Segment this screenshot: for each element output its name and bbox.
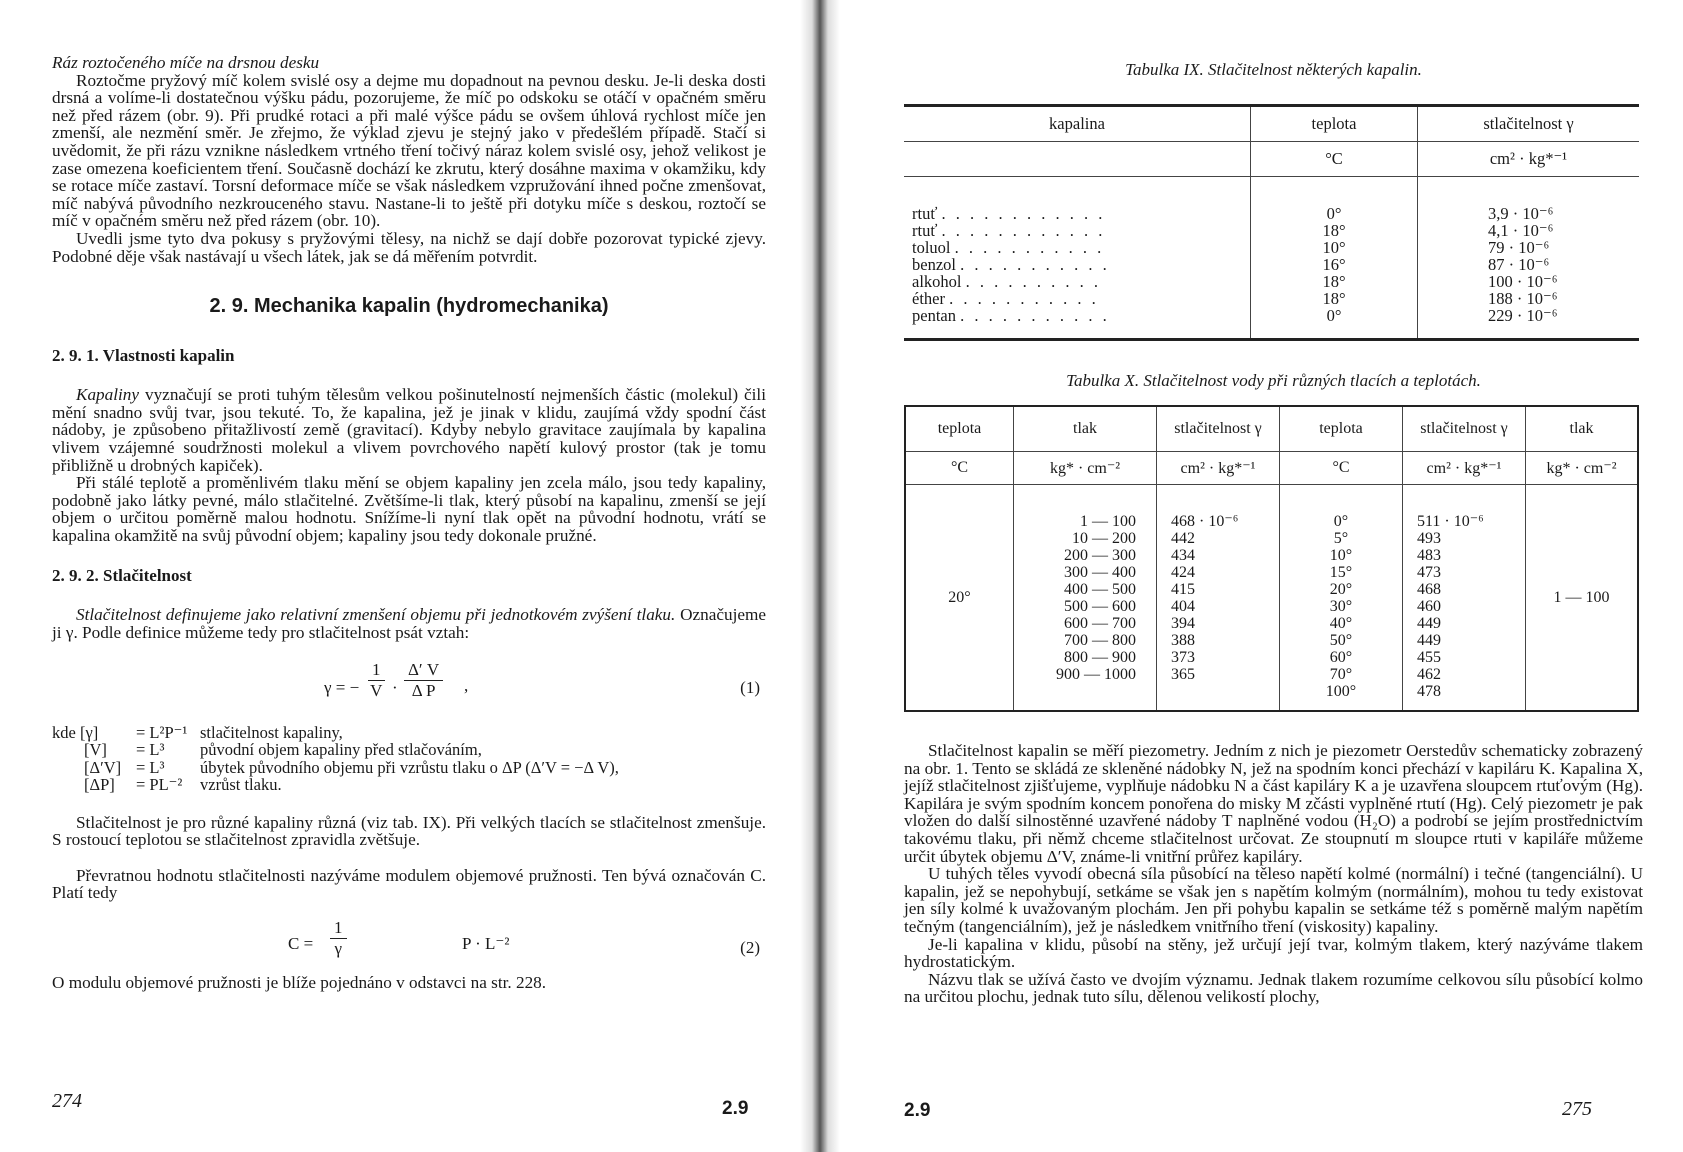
book-gutter xyxy=(800,0,840,1152)
right-page xyxy=(840,0,1683,1152)
table-row: rtuť . . . . . . . . . . . . 18° 4,1 · 10⁻⁶ xyxy=(904,222,1639,239)
subsection-title-ball-impact: Ráz roztočeného míče na drsnou desku xyxy=(52,53,320,72)
definition-row: [V] = L³ původní objem kapaliny před stlačováním, xyxy=(84,740,482,760)
table-row: benzol . . . . . . . . . . . 16° 87 · 10⁻⁶ xyxy=(904,256,1639,273)
table-ix xyxy=(904,104,1639,341)
table-body-row: 20° 1 — 100 10 — 200 200 — 300 300 — 400 400 — 500 500 — 600 600 — 700 700 — 800 800 — 900 900 — 1000 468 · 10⁻⁶ 442 434 424 415 404 394 388 373 365 0° 5° 10° 15° 20° 30° 40° 50° 60° 70° 100° 511 · 10⁻⁶ 493 483 473 468 460 449 449 455 462 478 1 — 100 xyxy=(905,485,1638,712)
table-row: pentan . . . . . . . . . . . 0° 229 · 10⁻⁶ xyxy=(904,307,1639,340)
paragraph: Stlačitelnost kapalin se měří piezometry. Jedním z nich je piezometr Oerstedův schematicky zobrazený na obr. 1. Tento se skládá ze skleněné nádobky N, jež na spodním konci přechází v kapiláru K. Kapalina X, jejíž stlačitelnost zjišťujeme, vyplňuje nádobku N a část kapiláry K a je uzavřena sloupcem rtuťovým (Hg). Kapilára je svým spodním koncem ponořena do misky M zčásti vyplněné rtutí (Hg). Celý piezometr je pak vložen do další silnostěnné uzavřené nádoby T naplněné vodou (H₂O) a podrobí se jejím prostřednictvím takovému tlaku, při němž chceme stlačitelnost určovat. Ze stoupnutí m sloupce rtuti v kapiláře můžeme určit úbytek objemu Δ′V, známe-li vnitřní průřez kapiláry. xyxy=(904,741,1643,866)
paragraph: Roztočme pryžový míč kolem svislé osy a dejme mu dopadnout na pevnou desku. Je-li deska dosti drsná a volíme-li dostatečnou výšku pádu, pozorujeme, že míč po odskoku se otáčí v opačném směru než před rázem (obr. 9). Při prudké rotaci a při malé výšce pádu se ovšem úhlová rychlost míče jen zmenší, ale nezmění směr. Je zřejmo, že výklad zjevu je stejný jako v předešlém případě. Stačí si uvědomit, že při rázu vznikne následkem vrtného tření točivý náraz kolem svislé osy, jehož velikost je zase omezena koeficientem tření. Současně dochází ke zkrutu, který dosáhne maxima v okamžiku, kdy se rotace míče zastaví. Torsní deformace míče se však následkem vzpružování ihned počne zmenšovat, míč nabývá původního nezkrouceného stavu. Nastane-li to ještě při dotyku míče s deskou, roztočí se míč v opačném směru než před rázem (obr. 10). xyxy=(52,70,766,231)
paragraph: Stlačitelnost je pro různé kapaliny různá (viz tab. IX). Při velkých tlacích se stlačitelnost zmenšuje. S rostoucí teplotou se stlačitelnost zpravidla zvětšuje. xyxy=(52,812,766,850)
definitions-list xyxy=(52,724,766,794)
paragraph: Při stálé teplotě a proměnlivém tlaku mění se objem kapaliny jen zcela málo, jsou tedy kapaliny, podobně jako látky pevné, málo stlačitelné. Zvětšíme-li tlak, který působí na kapalinu, zmenší se její objem o určitou poměrně malou hodnotu. Snížíme-li nyní tlak opět na původní hodnotu, vrátí se kapalina okamžitě na svůj původní objem; kapaliny jsou tedy dokonale pružné. xyxy=(52,473,766,545)
paragraph: O modulu objemové pružnosti je blíže pojednáno v odstavci na str. 228. xyxy=(52,973,547,993)
table-x xyxy=(904,405,1639,712)
definition-row: [Δ′V] = L³ úbytek původního objemu při vzrůstu tlaku o ΔP (Δ′V = −Δ V), xyxy=(84,757,619,777)
left-page xyxy=(0,0,800,1152)
table-units-row: °C kg* · cm⁻² cm² · kg*⁻¹ °C cm² · kg*⁻¹ kg* · cm⁻² xyxy=(905,452,1638,485)
table-row: alkohol . . . . . . . . . . 18° 100 · 10⁻⁶ xyxy=(904,273,1639,290)
paragraph: Je-li kapalina v klidu, působí na stěny, jež určují její tvar, kolmým tlakem, který nazýváme tlakem hydrostatickým. xyxy=(904,934,1643,972)
definition-row: kde [γ] = L²P⁻¹ stlačitelnost kapaliny, xyxy=(52,722,343,742)
table-row: rtuť . . . . . . . . . . . . 0° 3,9 · 10⁻⁶ xyxy=(904,205,1639,222)
paragraph: Názvu tlak se užívá často ve dvojím významu. Jednak tlakem rozumíme celkovou sílu působící kolmo na určitou plochu, jednak tuto sílu, dělenou velikostí plochy, xyxy=(904,969,1643,1007)
paragraph: Převratnou hodnotu stlačitelnosti nazýváme modulem objemové pružnosti. Ten bývá označován C. Platí tedy xyxy=(52,865,766,903)
paragraph: Uvedli jsme tyto dva pokusy s pryžovými tělesy, na nichž se dají dobře pozorovat typické zjevy. Podobné děje však nastávají u všech látek, jak se dá měřením potvrdit. xyxy=(52,228,766,266)
table-x-caption: Tabulka X. Stlačitelnost vody při různých tlacích a teplotách. xyxy=(1066,371,1481,390)
formula-1: γ = − $\frac{1}{V}$ · $\frac{\Delta' V}{\text{Δ P}}$ , (1) xyxy=(324,659,760,700)
definition-row: [ΔP] = PL⁻² vzrůst tlaku. xyxy=(84,775,282,795)
equation-number: (2) xyxy=(740,938,760,958)
table-ix-caption: Tabulka IX. Stlačitelnost některých kapalin. xyxy=(1125,60,1422,79)
section-mark: 2.9 xyxy=(904,1100,931,1121)
page-number: 275 xyxy=(1562,1098,1592,1120)
table-row: toluol . . . . . . . . . . . 10° 79 · 10⁻⁶ xyxy=(904,239,1639,256)
paragraph: U tuhých těles vyvodí obecná síla působící na těleso napětí kolmé (normální) i tečné (tangenciální). U kapalin, jež se nepohybují, setkáme se však jen s napětím kolmým (normálním), mohou tu tedy existovat jen síly kolmé k uvažovaným plochám. Jen při pohybu kapalin se setkáme též s poměrně malým napětím tečným (tangenciálním), jež je následkem vnitřního tření (viskosity) kapaliny. xyxy=(904,864,1643,936)
formula-2: C = $\frac{1}{\gamma}$ P · L⁻² (2) xyxy=(288,918,760,959)
table-row: éther . . . . . . . . . . . 18° 188 · 10⁻⁶ xyxy=(904,290,1639,307)
paragraph: Stlačitelnost definujeme jako relativní zmenšení objemu při jednotkovém zvýšení tlaku. Označujeme ji γ. Podle definice můžeme tedy pro stlačitelnost psát vztah: xyxy=(52,605,766,643)
table-header-row: kapalina teplota stlačitelnost γ xyxy=(904,106,1639,142)
table-header-row: teplota tlak stlačitelnost γ teplota stlačitelnost γ tlak xyxy=(905,406,1638,452)
subsection-heading: 2. 9. 1. Vlastnosti kapalin xyxy=(52,346,235,366)
page-number: 274 xyxy=(52,1090,82,1112)
paragraph: Kapaliny vyznačují se proti tuhým tělesům velkou pošinutelností nejmenších částic (molekul) čili mění snadno svůj tvar, jsou tekuté. To, že kapalina, jež je jinak v klidu, zaujímá vždy spodní část nádoby, je způsobeno přitažlivostí země (gravitací). Kdyby nebylo gravitace zaujímala by kapalina vlivem vzájemné soudržnosti molekul a vlivem povrchového napětí kulový prostor (tak je tomu přibližně u drobných kapiček). xyxy=(52,385,766,475)
section-heading: 2. 9. Mechanika kapalin (hydromechanika) xyxy=(209,295,609,318)
section-mark: 2.9 xyxy=(722,1098,749,1119)
table-units-row: °C cm² · kg*⁻¹ xyxy=(904,142,1639,177)
equation-number: (1) xyxy=(740,677,760,697)
subsection-heading: 2. 9. 2. Stlačitelnost xyxy=(52,566,192,586)
